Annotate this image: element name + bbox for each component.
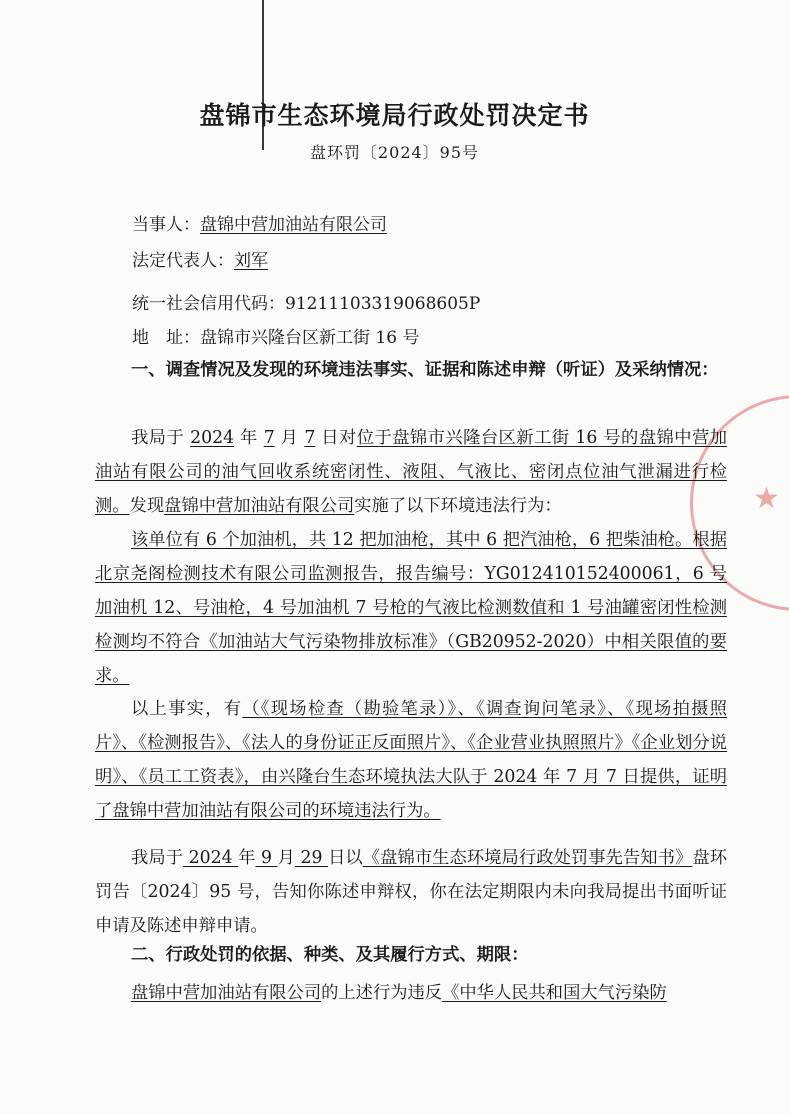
para4-day: 29	[294, 848, 329, 868]
para1-inspection-scope: 位于盘锦市兴隆台区新工街 16 号的盘锦中营加油站有限公司的油气回收系统密闭性、液阻、气液比、密闭点位油气泄漏进行检测。	[95, 428, 727, 516]
party-line	[132, 210, 387, 235]
paragraph-inspection	[95, 421, 727, 523]
para1-text-3: 年	[234, 428, 264, 448]
party-label: 当事人：	[132, 215, 200, 235]
credit-code-line	[132, 289, 480, 314]
para4-text-3: 年	[238, 848, 256, 868]
party-value: 盘锦中营加油站有限公司	[200, 215, 387, 235]
section1-heading: 一、调查情况及发现的环境违法事实、证据和陈述申辩（听证）及采纳情况：	[131, 360, 719, 380]
para3-evidence-list: （《现场检查（勘验笔录）》、《调查询问笔录》、《现场拍摄照片》、《检测报告》、《法人的身份证正反面照片》、《企业营业执照照片》《企业划分说明》、《员工工资表》，由兴隆台生态环境执法大队于 2024 年 7 月 7 日提供，证明了盘锦中营加油站有限公司的环境违法行为。	[95, 699, 727, 821]
paragraph-evidence	[95, 692, 727, 828]
para4-text-5: 月	[277, 848, 295, 868]
para1-text-9: 发现	[129, 496, 165, 516]
seal-star-icon: ★	[753, 481, 780, 516]
para4-text-9: 盘环罚告〔2024〕95 号，告知你陈述申辩权，你在法定期限内未向我局提出书面听证申请及陈述申辩申请。	[95, 848, 727, 936]
paragraph-legal-basis	[95, 976, 727, 1010]
para1-text-7: 日对	[315, 428, 357, 448]
legal-rep-label: 法定代表人：	[132, 251, 234, 271]
para1-day: 7	[304, 428, 316, 448]
para5-company: 盘锦中营加油站有限公司	[131, 983, 322, 1003]
credit-code-label: 统一社会信用代码：	[132, 294, 285, 314]
paragraph-notice	[95, 841, 727, 943]
para3-text-1: 以上事实，有	[131, 699, 243, 719]
para1-text-1: 我局于	[131, 428, 191, 448]
address-label: 地 址：	[132, 328, 200, 348]
para1-month: 7	[263, 428, 275, 448]
credit-code-value: 91211103319068605P	[285, 294, 481, 314]
para4-year: 2024	[183, 848, 239, 868]
para4-notice-title: 《盘锦市生态环境局行政处罚事先告知书》	[362, 848, 693, 868]
para1-text-11: 实施了以下环境违法行为：	[354, 496, 562, 516]
para1-year: 2024	[190, 428, 235, 448]
para5-law-title: 《中华人民共和国大气污染防	[442, 983, 667, 1003]
para4-text-7: 日以	[328, 848, 363, 868]
para1-text-5: 月	[274, 428, 305, 448]
legal-rep-value: 刘军	[234, 251, 268, 271]
para2-text: 该单位有 6 个加油机，共 12 把加油枪，其中 6 把汽油枪，6 把柴油枪。根据北京尧阁检测技术有限公司监测报告，报告编号：YG012410152400061，6 号加油机 12、号油枪，4 号加油机 7 号枪的气液比检测数值和 1 号油罐密闭性检测检测均不符合《加油站大气污染物排放标准》（GB20952-2020）中相关限值的要求。	[95, 530, 727, 686]
document-title: 盘锦市生态环境局行政处罚决定书	[199, 101, 590, 130]
legal-rep-line	[132, 246, 268, 271]
para5-text-2: 的上述行为违反	[321, 983, 443, 1003]
para4-month: 9	[255, 848, 278, 868]
address-value: 盘锦市兴隆台区新工街 16 号	[200, 328, 420, 348]
paragraph-violation-facts	[95, 523, 727, 693]
section2-heading: 二、行政处罚的依据、种类、及其履行方式、期限：	[131, 945, 529, 965]
para4-text-1: 我局于	[131, 848, 184, 868]
document-number: 盘环罚〔2024〕95号	[309, 143, 480, 162]
address-line	[132, 323, 419, 348]
para1-company: 盘锦中营加油站有限公司	[164, 496, 355, 516]
